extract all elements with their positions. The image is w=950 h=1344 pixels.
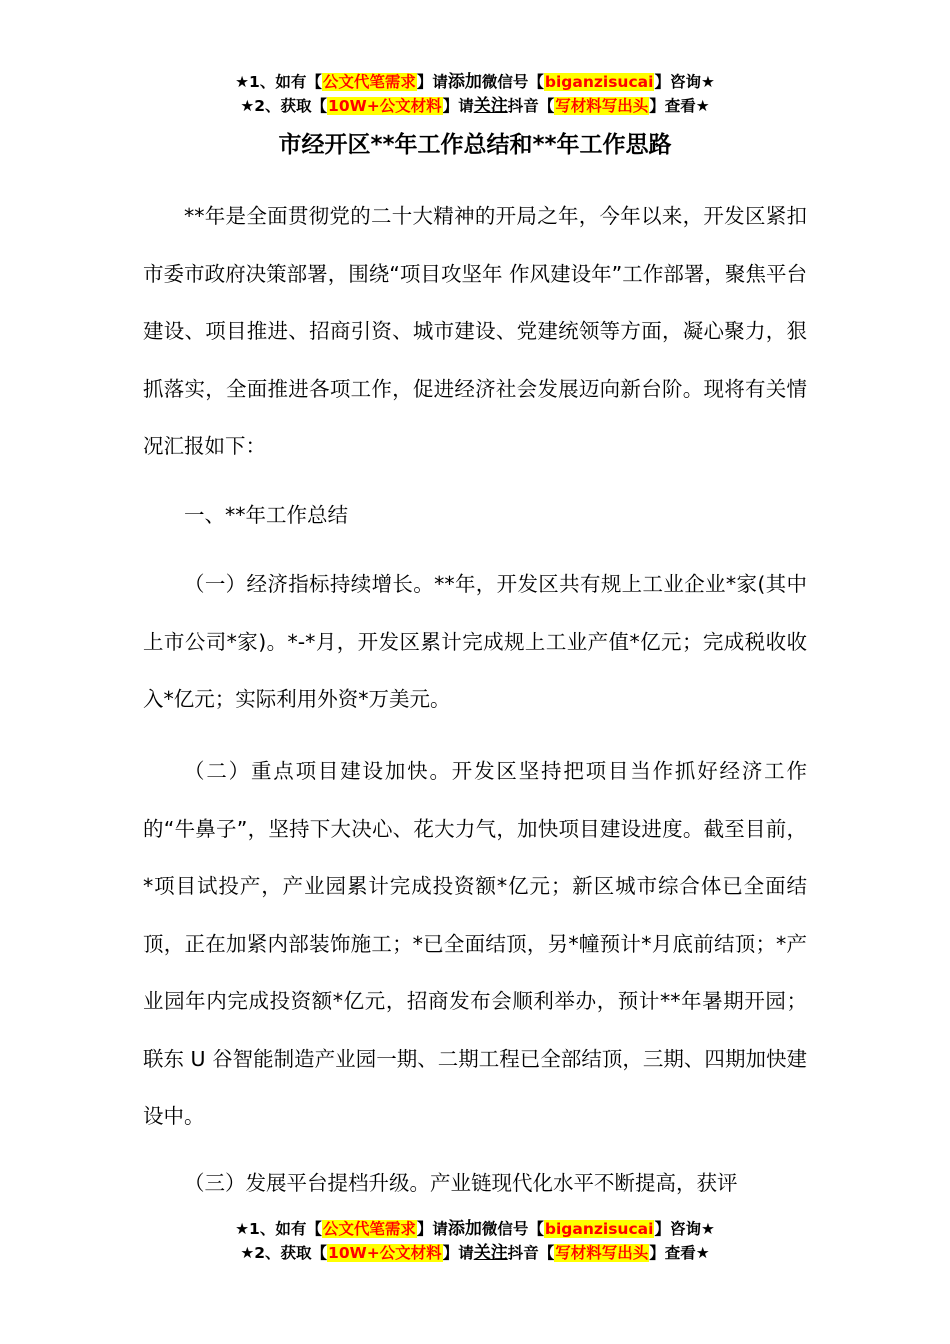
promo-text: 】请 <box>442 1244 474 1262</box>
section-heading: 一、**年工作总结 <box>184 503 348 527</box>
promo-wechat-id: biganzisucai <box>544 73 654 91</box>
promo-highlight: 公文代笔需求 <box>322 1220 416 1238</box>
promo-text: 抖音【 <box>507 97 555 115</box>
promo-text: 】请 <box>442 97 474 115</box>
promo-emphasis: 添加 <box>447 72 482 92</box>
document-title: 市经开区**年工作总结和**年工作思路 <box>278 132 672 158</box>
promo-highlight: 10W+公文材料 <box>328 1244 442 1262</box>
promo-banner-bottom <box>0 1217 950 1265</box>
promo-text: 】请 <box>416 73 448 91</box>
promo-wechat-id: biganzisucai <box>544 1220 654 1238</box>
promo-text: ★1、如有【 <box>235 1220 322 1238</box>
promo-text: 】请 <box>416 1220 448 1238</box>
promo-text: 】查看★ <box>649 97 710 115</box>
promo-line-1 <box>0 1217 950 1241</box>
promo-highlight: 10W+公文材料 <box>328 97 442 115</box>
promo-emphasis: 添加 <box>447 1219 482 1239</box>
intro-paragraph: **年是全面贯彻党的二十大精神的开局之年，今年以来，开发区紧扣市委市政府决策部署，围绕“项目攻坚年 作风建设年”工作部署，聚焦平台建设、项目推进、招商引资、城市建设、党建统领等方面，凝心聚力，狠抓落实，全面推进各项工作，促进经济社会发展迈向新台阶。现将有关情况汇报如下： <box>143 204 807 458</box>
paragraph-item-1: （一）经济指标持续增长。**年，开发区共有规上工业企业*家(其中上市公司*家)。*-*月，开发区累计完成规上工业产值*亿元；完成税收收入*亿元；实际利用外资*万美元。 <box>143 572 807 711</box>
promo-text: ★2、获取【 <box>240 1244 328 1262</box>
promo-banner-top <box>0 70 950 118</box>
promo-text: 】咨询★ <box>654 73 715 91</box>
promo-text: 微信号【 <box>481 73 544 91</box>
paragraph-item-2: （二）重点项目建设加快。开发区坚持把项目当作抓好经济工作的“牛鼻子”，坚持下大决心、花大力气，加快项目建设进度。截至目前，*项目试投产，产业园累计完成投资额*亿元；新区城市综合体已全面结顶，正在加紧内部装饰施工；*已全面结顶，另*幢预计*月底前结顶；*产业园年内完成投资额*亿元，招商发布会顺利举办，预计**年暑期开园；联东 U 谷智能制造产业园一期、二期工程已全部结顶，三期、四期加快建设中。 <box>143 759 807 1128</box>
promo-text: ★1、如有【 <box>235 73 322 91</box>
promo-line-2 <box>0 1241 950 1265</box>
promo-text: ★2、获取【 <box>240 97 328 115</box>
promo-text: 抖音【 <box>507 1244 555 1262</box>
paragraph-item-3: （三）发展平台提档升级。产业链现代化水平不断提高，获评 <box>184 1171 738 1195</box>
promo-douyin-account: 写材料写出头 <box>555 1244 649 1262</box>
promo-douyin-account: 写材料写出头 <box>555 97 649 115</box>
promo-highlight: 公文代笔需求 <box>322 73 416 91</box>
promo-emphasis: 关注 <box>473 96 508 116</box>
promo-emphasis: 关注 <box>473 1243 508 1263</box>
promo-text: 】咨询★ <box>654 1220 715 1238</box>
promo-line-2 <box>0 94 950 118</box>
promo-text: 】查看★ <box>649 1244 710 1262</box>
promo-text: 微信号【 <box>481 1220 544 1238</box>
promo-line-1 <box>0 70 950 94</box>
